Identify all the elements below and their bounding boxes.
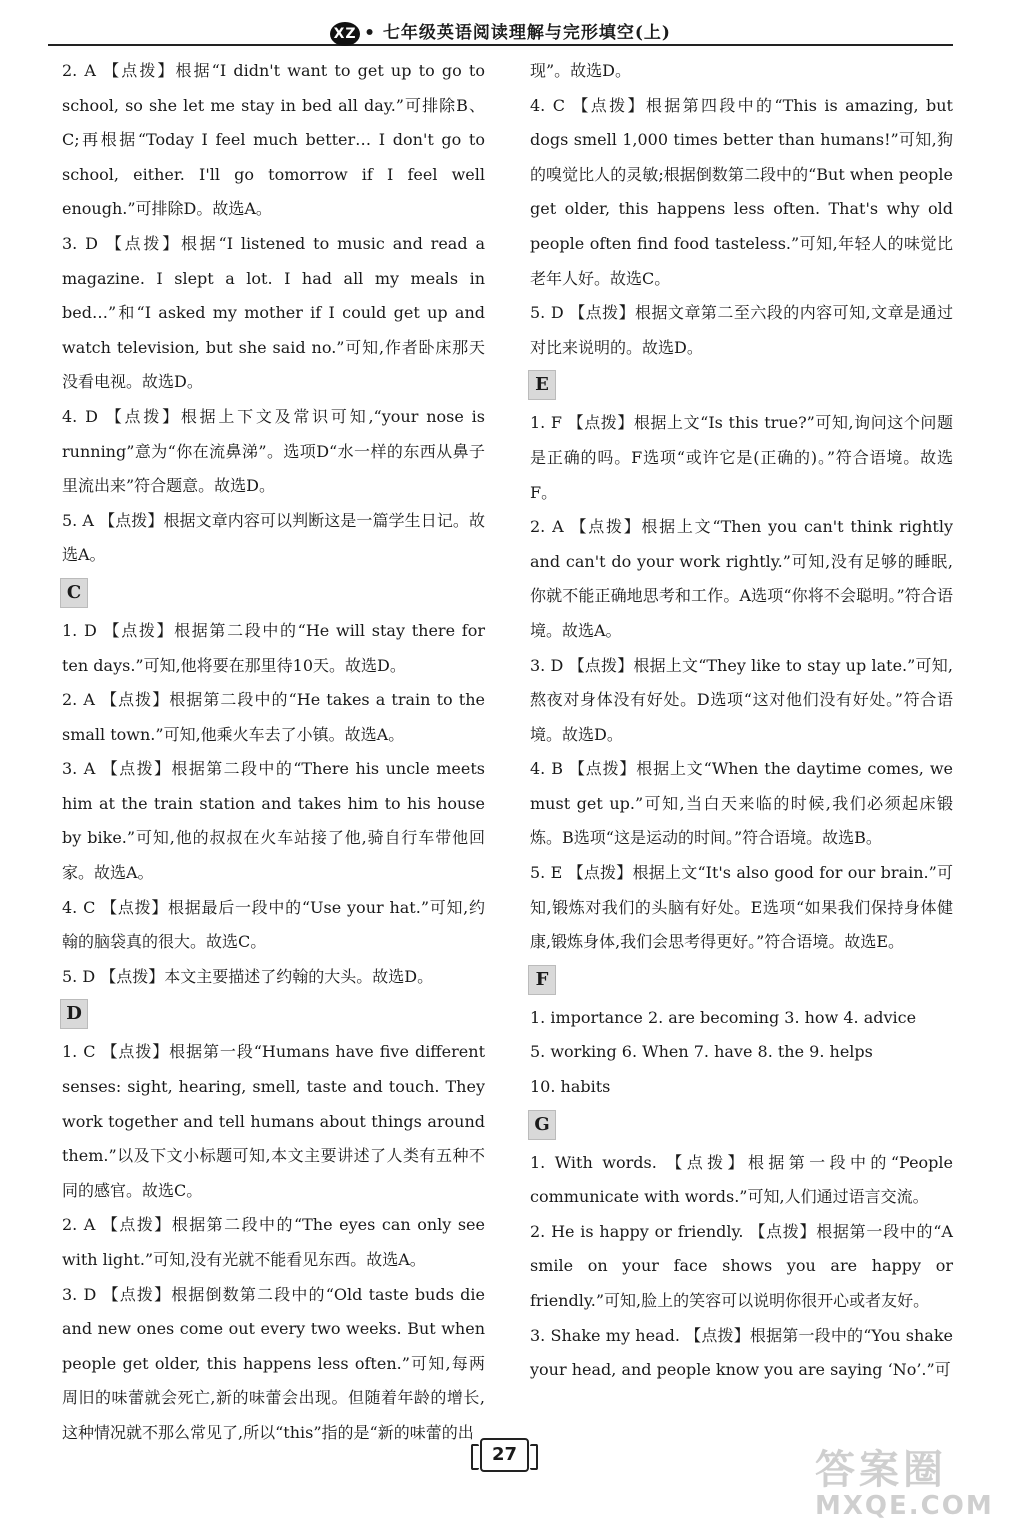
answer-paragraph: 4. D 【点拨】根据上下文及常识可知,“your nose is running”意为“你在流鼻涕”。选项D“水一样的东西从鼻子里流出来”符合题意。故选D。 bbox=[62, 406, 485, 496]
section-label-e: E bbox=[528, 370, 556, 400]
left-column bbox=[62, 54, 485, 1451]
section-label-g: G bbox=[528, 1110, 556, 1140]
answer-paragraph: 5. D 【点拨】根据文章第二至六段的内容可知,文章是通过对比来说明的。故选D。 bbox=[530, 303, 953, 357]
answer-paragraph: 5. E 【点拨】根据上文“It's also good for our brain.”可知,锻炼对我们的头脑有好处。E选项“如果我们保持身体健康,锻炼身体,我们会思考得更好。”符合语境。故选E。 bbox=[530, 863, 953, 952]
section-label-c: C bbox=[60, 578, 88, 608]
answer-paragraph: 2. A 【点拨】根据第二段中的“He takes a train to the small town.”可知,他乘火车去了小镇。故选A。 bbox=[62, 690, 485, 744]
section-label-d: D bbox=[60, 999, 88, 1029]
right-column bbox=[530, 54, 953, 1388]
answer-paragraph: 10. habits bbox=[530, 1077, 611, 1097]
answer-paragraph: 1. importance 2. are becoming 3. how 4. advice bbox=[530, 1007, 917, 1027]
answer-paragraph: 4. C 【点拨】根据第四段中的“This is amazing, but dogs smell 1,000 times better than humans!”可知,狗的嗅觉比人的灵敏;根据倒数第二段中的“But when people get older, this happens less often. That's why old people often find food tasteless.”可知,年轻人的味觉比老年人好。故选C。 bbox=[530, 95, 953, 288]
answer-paragraph: 1. F 【点拨】根据上文“Is this true?”可知,询问这个问题是正确的吗。F选项“或许它是(正确的)。”符合语境。故选F。 bbox=[530, 413, 953, 502]
answer-paragraph: 3. D 【点拨】根据上文“They like to stay up late.”可知,熬夜对身体没有好处。D选项“这对他们没有好处。”符合语境。故选D。 bbox=[530, 655, 953, 744]
answer-paragraph: 1. C 【点拨】根据第一段“Humans have five different senses: sight, hearing, smell, taste and touch. They work together and tell humans about things around them.”以及下文小标题可知,本文主要讲述了人类有五种不同的感官。故选C。 bbox=[62, 1042, 485, 1200]
answer-paragraph: 5. A 【点拨】根据文章内容可以判断这是一篇学生日记。故选A。 bbox=[62, 510, 485, 565]
page-number: 27 bbox=[480, 1438, 529, 1472]
page-header bbox=[48, 16, 953, 46]
answer-paragraph: 2. A 【点拨】根据上文“Then you can't think rightly and can't do your work rightly.”可知,没有足够的睡眠,你就不能正确地思考和工作。A选项“你将不会聪明。”符合语境。故选A。 bbox=[530, 517, 953, 640]
answer-paragraph: 现”。故选D。 bbox=[530, 61, 632, 80]
header-title-row bbox=[48, 18, 953, 46]
answer-paragraph: 2. He is happy or friendly. 【点拨】根据第一段中的“A smile on your face shows you are happy or friendly.”可知,脸上的笑容可以说明你很开心或者友好。 bbox=[530, 1221, 953, 1310]
publisher-logo: XZ bbox=[330, 22, 360, 46]
book-title: • 七年级英语阅读理解与完形填空(上) bbox=[364, 23, 671, 43]
section-label-f: F bbox=[528, 965, 556, 995]
answer-paragraph: 3. D 【点拨】根据倒数第二段中的“Old taste buds die and new ones come out every two weeks. But when people get older, this happens less often.”可知,每两周旧的味蕾就会死亡,新的味蕾会出现。但随着年龄的增长,这种情况就不那么常见了,所以“this”指的是“新的味蕾的出 bbox=[62, 1284, 485, 1442]
answer-paragraph: 4. B 【点拨】根据上文“When the daytime comes, we must get up.”可知,当白天来临的时候,我们必须起床锻炼。B选项“这是运动的时间。”符合语境。故选B。 bbox=[530, 759, 953, 848]
watermark-logo bbox=[815, 1438, 995, 1524]
answer-paragraph: 5. working 6. When 7. have 8. the 9. helps bbox=[530, 1042, 873, 1062]
watermark-line-1: 答案圈 bbox=[815, 1447, 947, 1493]
answer-paragraph: 5. D 【点拨】本文主要描述了约翰的大头。故选D。 bbox=[62, 966, 434, 986]
answer-paragraph: 3. D 【点拨】根据“I listened to music and read a magazine. I slept a lot. I had all my meals in bed…”和“I asked my mother if I could get up and watch television, but she said no.”可知,作者卧床那天没看电视。故选D。 bbox=[62, 233, 485, 392]
answer-paragraph: 2. A 【点拨】根据第二段中的“The eyes can only see with light.”可知,没有光就不能看见东西。故选A。 bbox=[62, 1215, 485, 1269]
answer-paragraph: 3. A 【点拨】根据第二段中的“There his uncle meets him at the train station and takes him to his house by bike.”可知,他的叔叔在火车站接了他,骑自行车带他回家。故选A。 bbox=[62, 759, 485, 883]
answer-paragraph: 1. With words. 【点拨】根据第一段中的“People communicate with words.”可知,人们通过语言交流。 bbox=[530, 1152, 953, 1207]
answer-paragraph: 3. Shake my head. 【点拨】根据第一段中的“You shake your head, and people know you are saying ‘No’.”可 bbox=[530, 1325, 953, 1380]
answer-paragraph: 4. C 【点拨】根据最后一段中的“Use your hat.”可知,约翰的脑袋真的很大。故选C。 bbox=[62, 897, 485, 952]
watermark-line-2: MXQE.COM bbox=[815, 1491, 994, 1521]
answer-paragraph: 1. D 【点拨】根据第二段中的“He will stay there for ten days.”可知,他将要在那里待10天。故选D。 bbox=[62, 620, 485, 675]
answer-paragraph: 2. A 【点拨】根据“I didn't want to get up to go to school, so she let me stay in bed all day.”可排除B、C;再根据“Today I feel much better… I don't go to school, either. I'll go tomorrow if I feel well enough.”可排除D。故选A。 bbox=[62, 61, 485, 219]
